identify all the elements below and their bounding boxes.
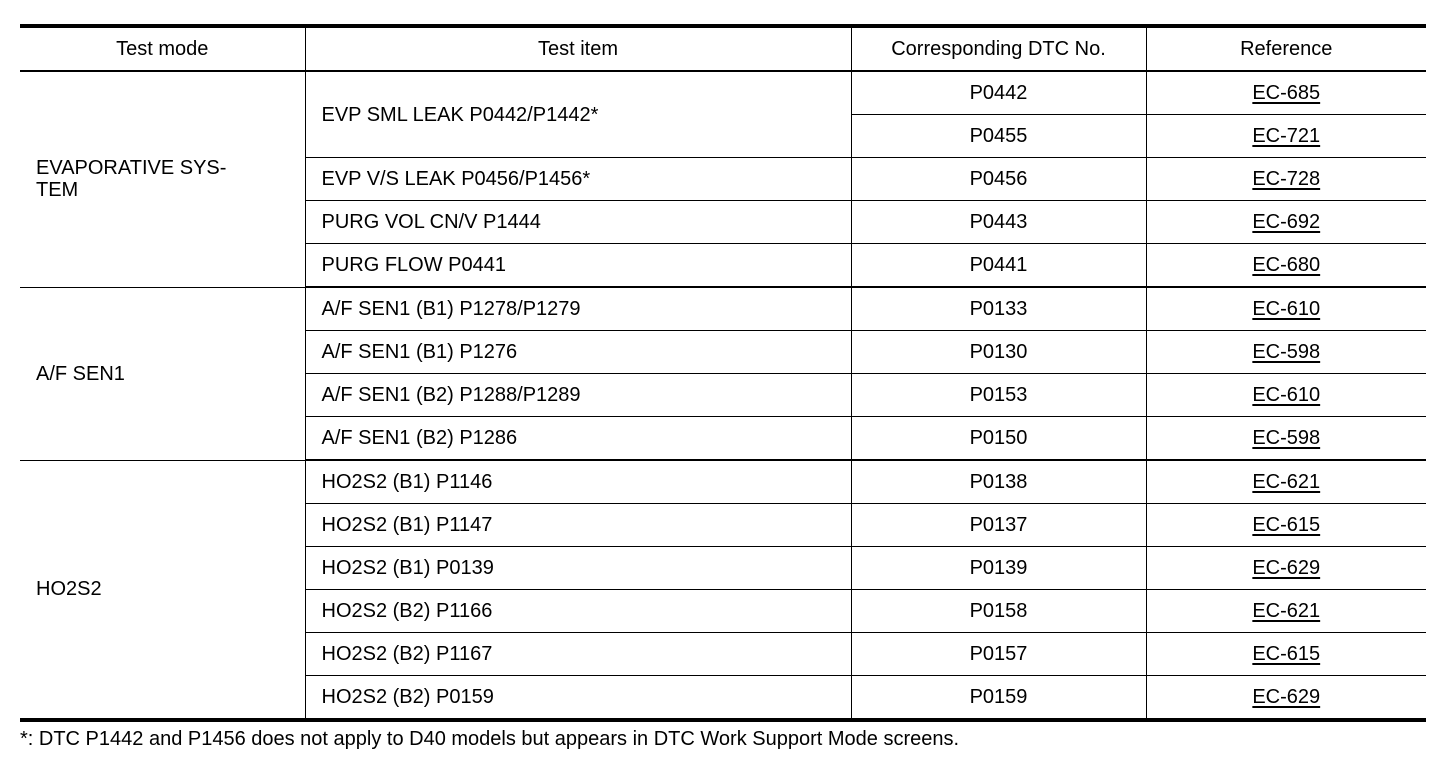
- reference-cell: [1146, 633, 1426, 676]
- dtc-number-cell: P0159: [851, 676, 1146, 721]
- dtc-number-cell: P0157: [851, 633, 1146, 676]
- footnote: *: DTC P1442 and P1456 does not apply to D40 models but appears in DTC Work Support Mode screens.: [20, 728, 960, 750]
- reference-cell: [1146, 374, 1426, 417]
- reference-link[interactable]: EC-615: [1252, 643, 1321, 665]
- test-mode-text: HO2S2: [36, 578, 102, 601]
- dtc-number-cell: P0443: [851, 201, 1146, 244]
- dtc-number-cell: P0137: [851, 504, 1146, 547]
- header-dtc-no: Corresponding DTC No.: [851, 26, 1146, 71]
- reference-cell: [1146, 244, 1426, 288]
- table-row: [20, 71, 1426, 115]
- test-mode-cell: [20, 460, 305, 720]
- test-item-cell: A/F SEN1 (B1) P1276: [305, 331, 851, 374]
- dtc-work-support-table: [20, 24, 1426, 722]
- table-body: [20, 71, 1426, 720]
- reference-link[interactable]: EC-685: [1252, 82, 1321, 104]
- dtc-number-cell: P0153: [851, 374, 1146, 417]
- reference-link[interactable]: EC-621: [1252, 471, 1321, 493]
- header-test-item: Test item: [305, 26, 851, 71]
- dtc-number-cell: P0158: [851, 590, 1146, 633]
- reference-cell: [1146, 547, 1426, 590]
- test-item-cell: HO2S2 (B1) P1147: [305, 504, 851, 547]
- dtc-number-cell: P0138: [851, 460, 1146, 504]
- reference-cell: [1146, 417, 1426, 461]
- test-item-cell: EVP V/S LEAK P0456/P1456*: [305, 158, 851, 201]
- test-item-cell: PURG FLOW P0441: [305, 244, 851, 288]
- reference-cell: [1146, 676, 1426, 721]
- test-item-cell: HO2S2 (B1) P0139: [305, 547, 851, 590]
- test-item-cell: A/F SEN1 (B2) P1286: [305, 417, 851, 461]
- test-mode-cell: [20, 287, 305, 460]
- dtc-number-cell: P0139: [851, 547, 1146, 590]
- test-item-cell: HO2S2 (B2) P1167: [305, 633, 851, 676]
- test-mode-cell: [20, 71, 305, 287]
- reference-link[interactable]: EC-629: [1252, 686, 1321, 708]
- reference-link[interactable]: EC-598: [1252, 341, 1321, 363]
- reference-cell: [1146, 158, 1426, 201]
- reference-link[interactable]: EC-610: [1252, 298, 1321, 320]
- dtc-number-cell: P0441: [851, 244, 1146, 288]
- header-test-mode: Test mode: [20, 26, 305, 71]
- reference-link[interactable]: EC-615: [1252, 514, 1321, 536]
- reference-cell: [1146, 331, 1426, 374]
- reference-link[interactable]: EC-680: [1252, 254, 1321, 276]
- table-row: [20, 460, 1426, 504]
- dtc-number-cell: P0130: [851, 331, 1146, 374]
- reference-link[interactable]: EC-598: [1252, 427, 1321, 449]
- reference-link[interactable]: EC-621: [1252, 600, 1321, 622]
- reference-cell: [1146, 504, 1426, 547]
- reference-cell: [1146, 115, 1426, 158]
- test-item-cell: HO2S2 (B2) P0159: [305, 676, 851, 721]
- reference-link[interactable]: EC-721: [1252, 125, 1321, 147]
- dtc-number-cell: P0133: [851, 287, 1146, 331]
- reference-cell: [1146, 71, 1426, 115]
- test-mode-text: TEM: [36, 179, 79, 202]
- test-item-cell: HO2S2 (B2) P1166: [305, 590, 851, 633]
- header-reference: Reference: [1146, 26, 1426, 71]
- reference-cell: [1146, 287, 1426, 331]
- dtc-number-cell: P0456: [851, 158, 1146, 201]
- reference-cell: [1146, 460, 1426, 504]
- reference-link[interactable]: EC-692: [1252, 211, 1321, 233]
- dtc-number-cell: P0455: [851, 115, 1146, 158]
- test-item-cell: HO2S2 (B1) P1146: [305, 460, 851, 504]
- reference-cell: [1146, 590, 1426, 633]
- reference-link[interactable]: EC-728: [1252, 168, 1321, 190]
- reference-cell: [1146, 201, 1426, 244]
- test-item-cell: EVP SML LEAK P0442/P1442*: [305, 71, 851, 158]
- table-row: [20, 287, 1426, 331]
- table-header-row: [20, 26, 1426, 71]
- test-item-cell: A/F SEN1 (B2) P1288/P1289: [305, 374, 851, 417]
- test-mode-text: A/F SEN1: [36, 362, 125, 385]
- document: [20, 24, 1426, 751]
- test-mode-text: EVAPORATIVE SYS-: [36, 157, 227, 180]
- dtc-number-cell: P0442: [851, 71, 1146, 115]
- test-item-cell: PURG VOL CN/V P1444: [305, 201, 851, 244]
- reference-link[interactable]: EC-610: [1252, 384, 1321, 406]
- test-item-cell: A/F SEN1 (B1) P1278/P1279: [305, 287, 851, 331]
- reference-link[interactable]: EC-629: [1252, 557, 1321, 579]
- dtc-number-cell: P0150: [851, 417, 1146, 461]
